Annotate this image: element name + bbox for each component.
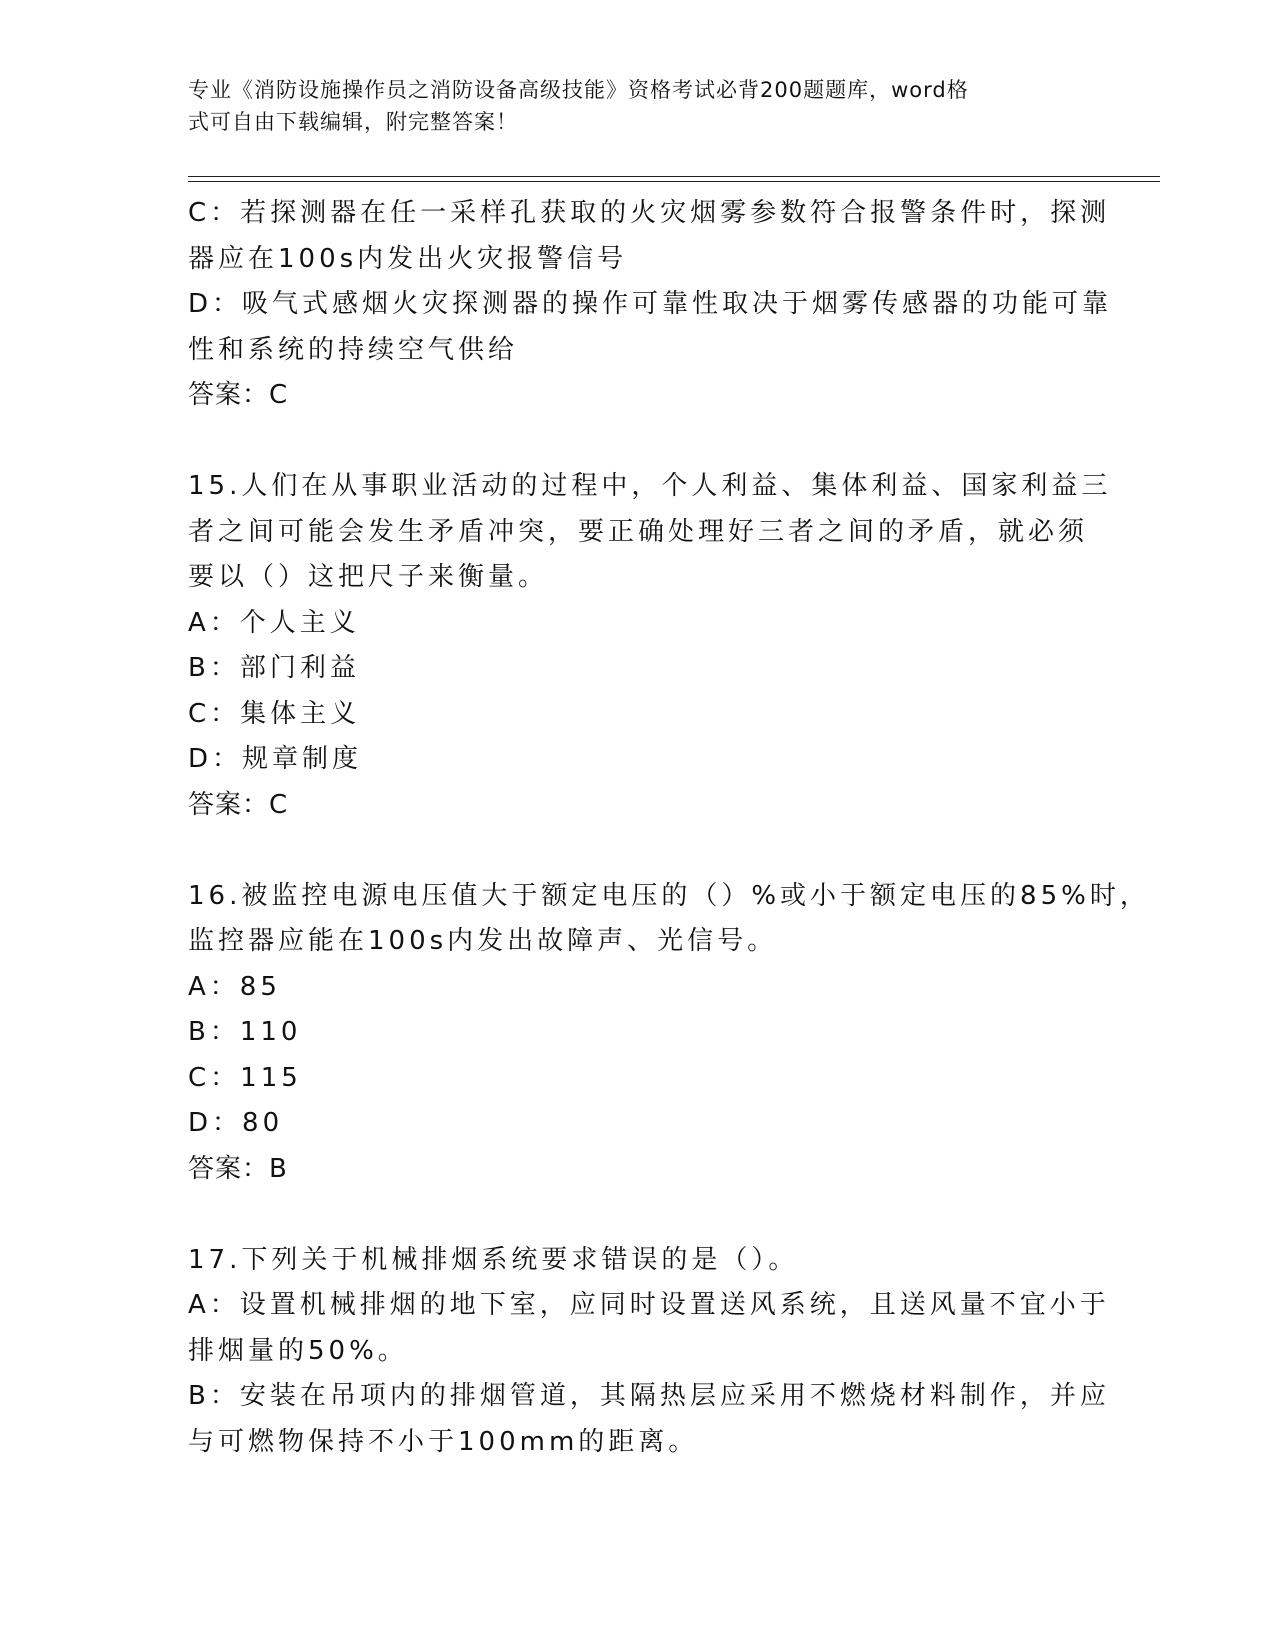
question-content [188, 191, 1150, 1465]
option-b: B：部门利益 [188, 653, 360, 683]
option-b-line-1: B：安装在吊项内的排烟管道，其隔热层应采用不燃烧材料制作，并应 [188, 1381, 1110, 1411]
answer: 答案：C [188, 789, 289, 820]
question-stem-line-1: 17.下列关于机械排烟系统要求错误的是（）。 [188, 1244, 799, 1275]
header-line-2: 式可自由下载编辑，附完整答案！ [188, 110, 518, 134]
option-d: D：规章制度 [188, 744, 363, 774]
spacer [188, 1192, 1088, 1238]
option-d-line-2: 性和系统的持续空气供给 [188, 334, 519, 365]
document-header [188, 74, 1068, 138]
option-a: A：个人主义 [188, 607, 360, 638]
question-stem-line-1: 16.被监控电源电压值大于额定电压的（）%或小于额定电压的85%时， [188, 880, 1150, 911]
question-14-continued [188, 191, 1113, 419]
option-b-line-2: 与可燃物保持不小于100mm的距离。 [188, 1426, 699, 1457]
question-stem-line-3: 要以（）这把尺子来衡量。 [188, 562, 549, 592]
option-c-line-1: C：若探测器在任一采样孔获取的火灾烟雾参数符合报警条件时，探测 [188, 198, 1111, 228]
header-rule-bottom [188, 181, 1160, 182]
option-c: C：集体主义 [188, 698, 361, 729]
option-b: B：110 [188, 1017, 302, 1047]
spacer [188, 419, 1088, 465]
option-c-line-2: 器应在100s内发出火灾报警信号 [188, 243, 628, 274]
question-stem-line-1: 15.人们在从事职业活动的过程中，个人利益、集体利益、国家利益三 [188, 471, 1112, 501]
option-c: C：115 [188, 1062, 302, 1093]
option-a-line-2: 排烟量的50%。 [188, 1335, 408, 1366]
option-a-line-1: A：设置机械排烟的地下室，应同时设置送风系统，且送风量不宜小于 [188, 1290, 1110, 1320]
option-a: A：85 [188, 971, 281, 1002]
header-line-1: 专业《消防设施操作员之消防设备高级技能》资格考试必背200题题库，word格 [188, 78, 969, 102]
answer: 答案：B [188, 1153, 288, 1184]
question-stem-line-2: 者之间可能会发生矛盾冲突，要正确处理好三者之间的矛盾，就必须 [188, 516, 1089, 547]
question-stem-line-2: 监控器应能在100s内发出故障声、光信号。 [188, 926, 778, 956]
question-16 [188, 874, 1150, 1193]
answer: 答案：C [188, 380, 289, 410]
option-d: D：80 [188, 1108, 284, 1138]
header-rule-top [188, 176, 1160, 177]
spacer [188, 828, 1088, 874]
option-d-line-1: D：吸气式感烟火灾探测器的操作可靠性取决于烟雾传感器的功能可靠 [188, 289, 1113, 319]
question-15 [188, 464, 1112, 828]
question-17 [188, 1238, 1110, 1466]
